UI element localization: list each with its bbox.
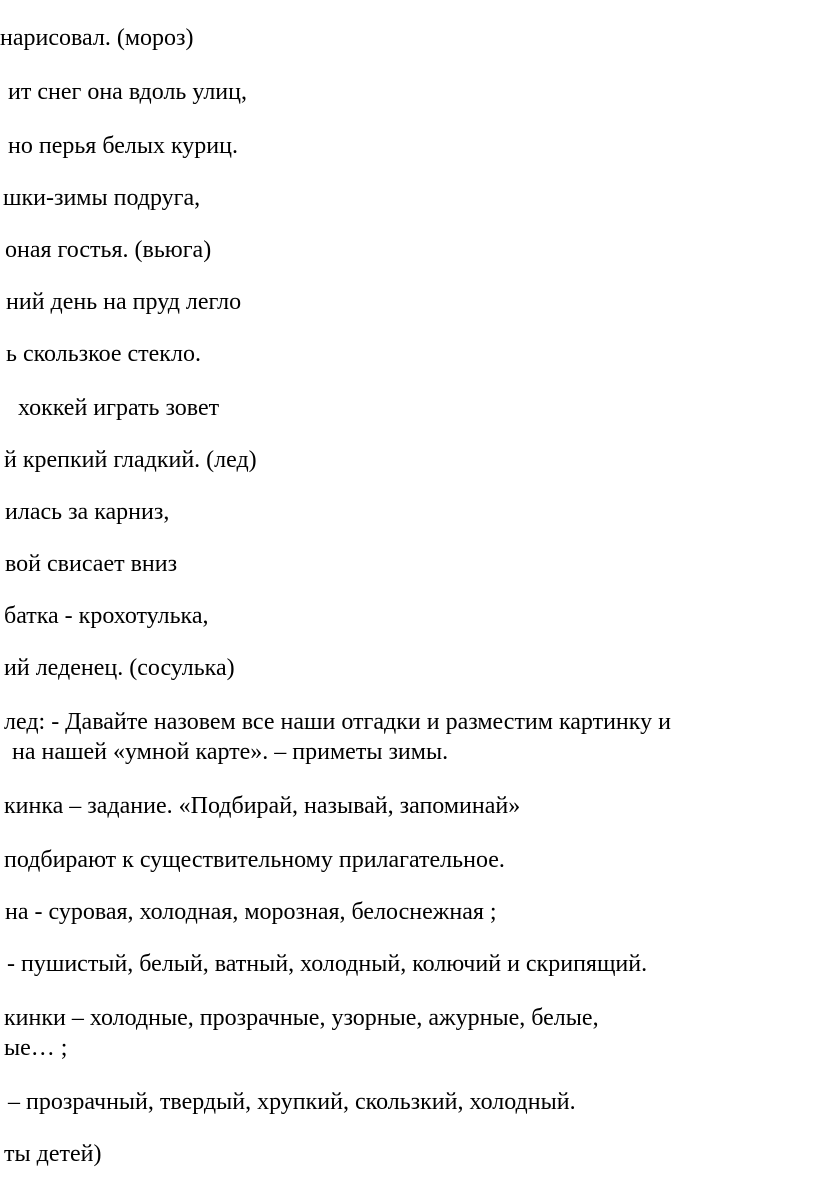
text-line: кинка – задание. «Подбирай, называй, запоминай» xyxy=(4,793,521,819)
text-line: на нашей «умной карте». – приметы зимы. xyxy=(12,739,449,765)
text-line: илась за карниз, xyxy=(5,499,170,525)
text-line: ь скользкое стекло. xyxy=(6,341,201,367)
text-line: - пушистый, белый, ватный, холодный, колючий и скрипящий. xyxy=(7,951,648,977)
text-line: лед: - Давайте назовем все наши отгадки и разместим картинку и xyxy=(4,709,671,735)
text-line: й крепкий гладкий. (лед) xyxy=(4,447,257,473)
text-line: хоккей играть зовет xyxy=(18,395,220,421)
text-line: ий леденец. (сосулька) xyxy=(4,655,235,681)
text-line: но перья белых куриц. xyxy=(8,133,238,159)
text-line: на - суровая, холодная, морозная, белоснежная ; xyxy=(5,899,497,925)
text-line: подбирают к существительному прилагательное. xyxy=(4,847,505,873)
text-line: – прозрачный, твердый, хрупкий, скользкий, холодный. xyxy=(8,1089,576,1115)
text-line: ые… ; xyxy=(4,1035,68,1061)
text-line: шки-зимы подруга, xyxy=(3,185,201,211)
text-line: вой свисает вниз xyxy=(5,551,178,577)
text-line: нарисовал. (мороз) xyxy=(0,25,194,51)
text-line: ний день на пруд легло xyxy=(6,289,242,315)
text-line: батка - крохотулька, xyxy=(4,603,209,629)
text-line: кинки – холодные, прозрачные, узорные, ажурные, белые, xyxy=(4,1005,599,1031)
text-line: оная гостья. (вьюга) xyxy=(5,237,212,263)
text-line: ты детей) xyxy=(4,1141,102,1167)
text-line: ит снег она вдоль улиц, xyxy=(8,79,247,105)
